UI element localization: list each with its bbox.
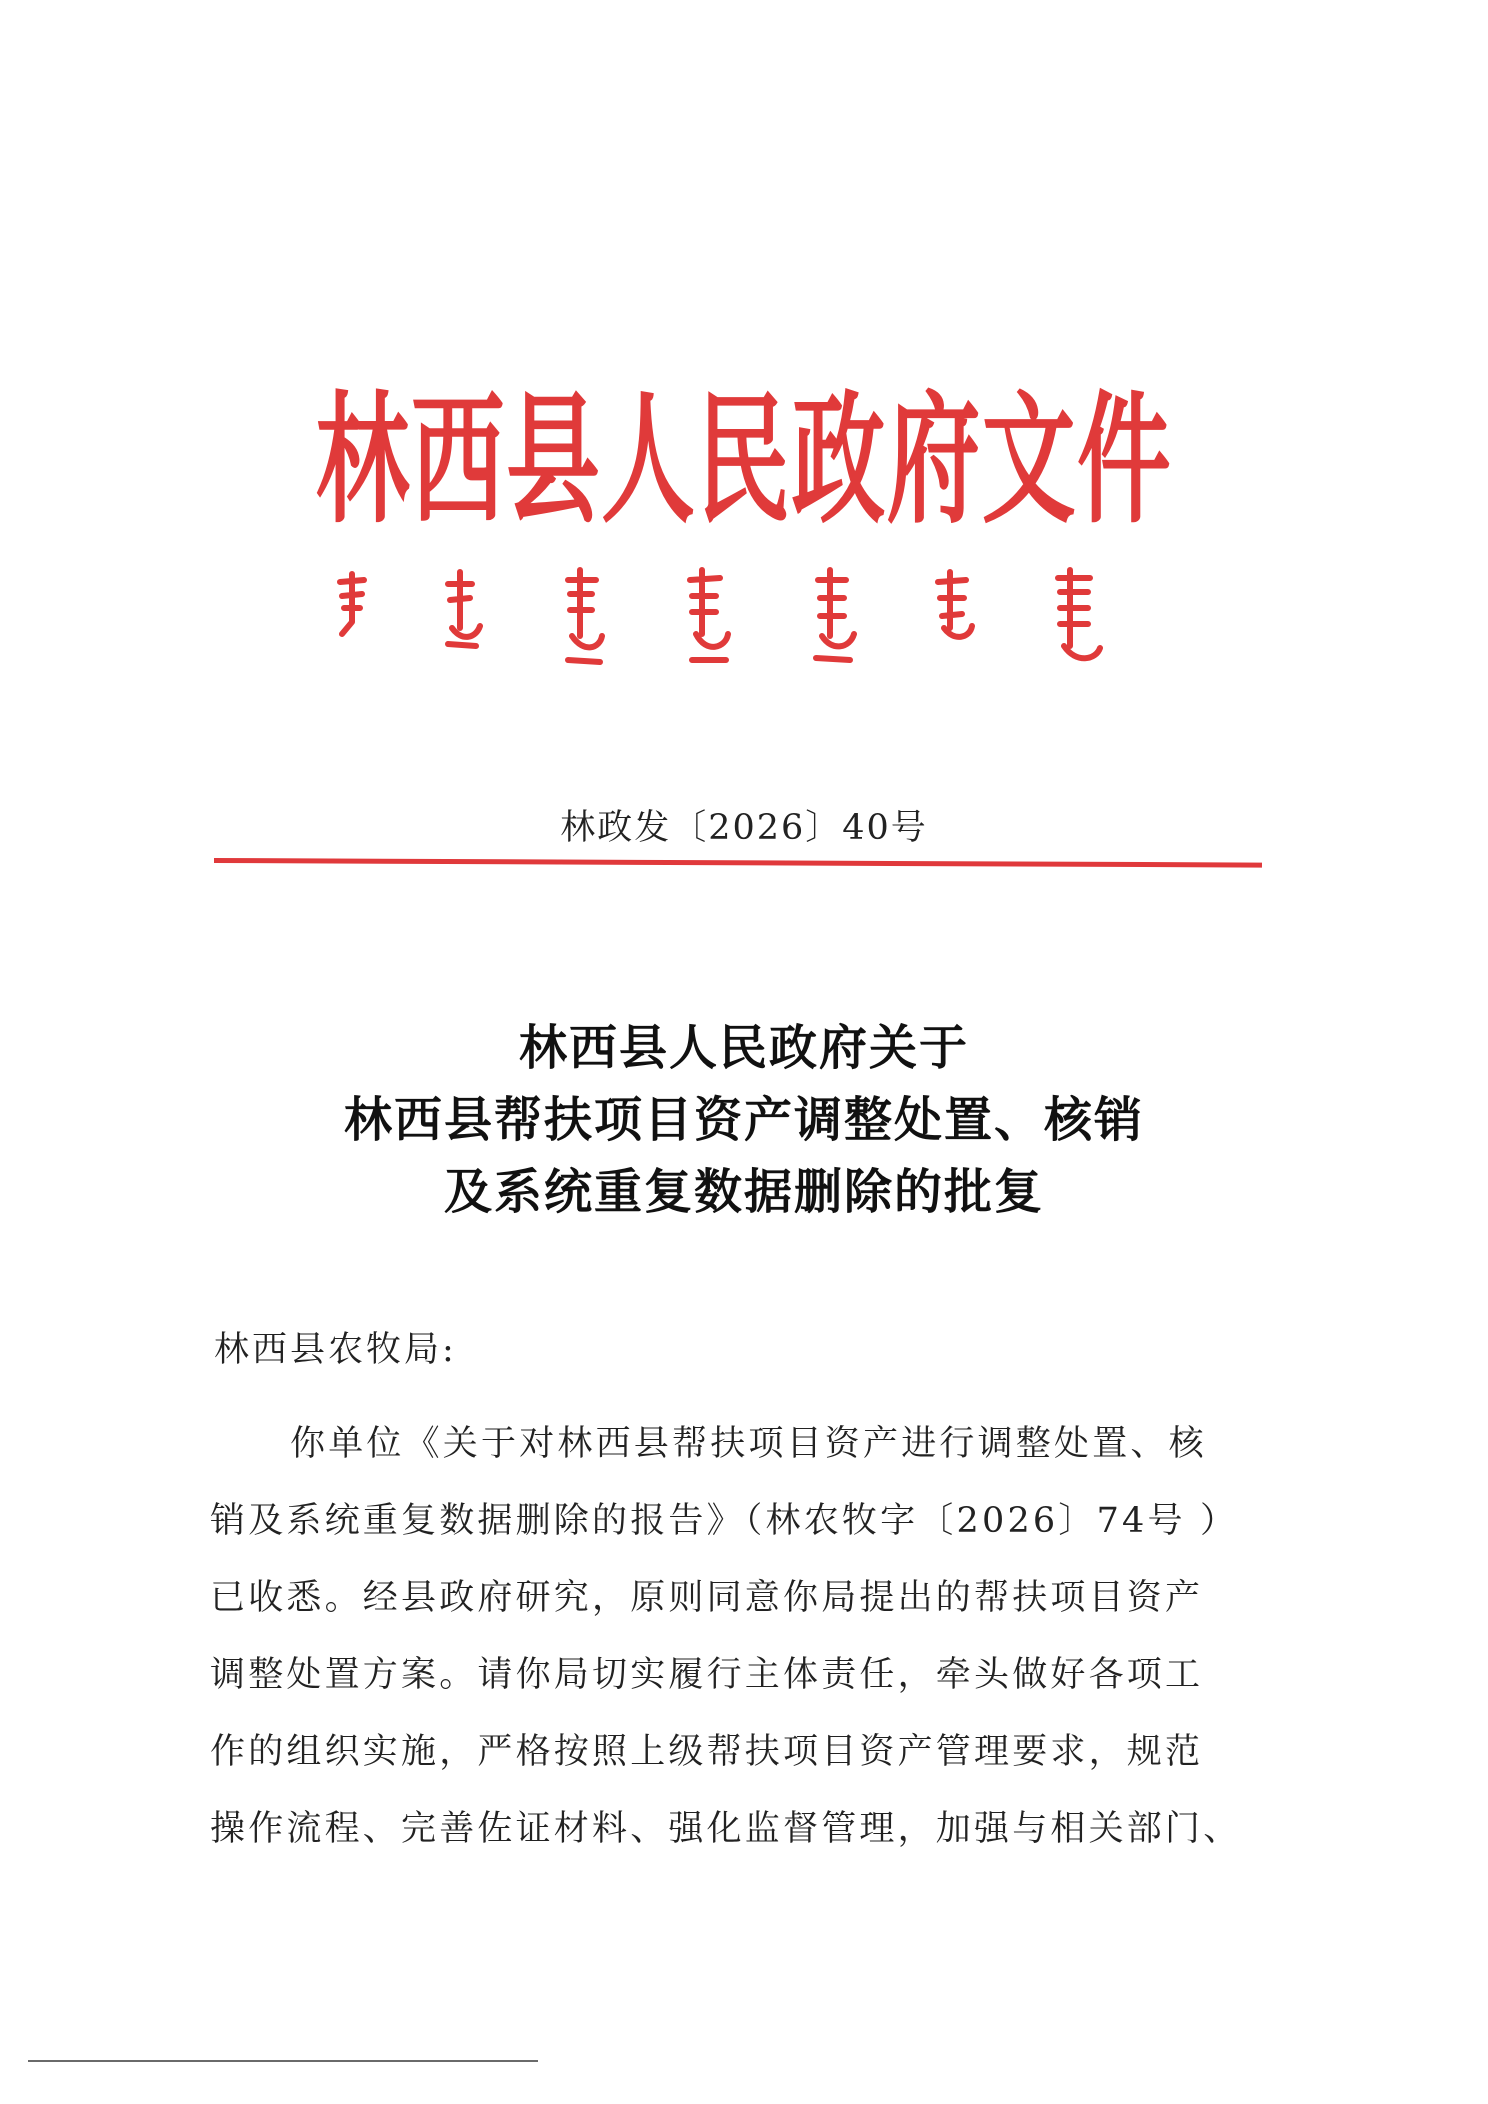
title-line-3: 及系统重复数据删除的批复 [443, 1164, 1044, 1220]
body-line: 操作流程、完善佐证材料、强化监督管理，加强与相关部门、 [210, 1809, 1242, 1849]
body-line: 调整处置方案。请你局切实履行主体责任，牵头做好各项工 [210, 1655, 1204, 1695]
body-line: 作的组织实施，严格按照上级帮扶项目资产管理要求，规范 [210, 1732, 1204, 1772]
document-header [0, 377, 1488, 544]
body-line: 已收悉。经县政府研究，原则同意你局提出的帮扶项目资产 [210, 1578, 1204, 1618]
footer-divider [28, 2060, 538, 2062]
document-title [0, 1012, 1488, 1228]
body-line: 销及系统重复数据删除的报告》（林农牧字〔2026〕74号 ） [210, 1501, 1239, 1541]
body-line: 你单位《关于对林西县帮扶项目资产进行调整处置、核 [290, 1424, 1207, 1464]
mongolian-script-graphic [330, 562, 1150, 672]
title-line-2: 林西县帮扶项目资产调整处置、核销 [343, 1092, 1144, 1148]
document-number: 林政发〔2026〕40号 [560, 808, 928, 848]
recipient-line: 林西县农牧局: [214, 1330, 457, 1370]
title-line-1: 林西县人民政府关于 [518, 1020, 969, 1076]
issuer-title: 林西县人民政府文件 [315, 377, 1173, 544]
body-paragraph [210, 1406, 1240, 1868]
header-red-divider [214, 858, 1262, 868]
mongolian-script-line [330, 562, 1150, 672]
